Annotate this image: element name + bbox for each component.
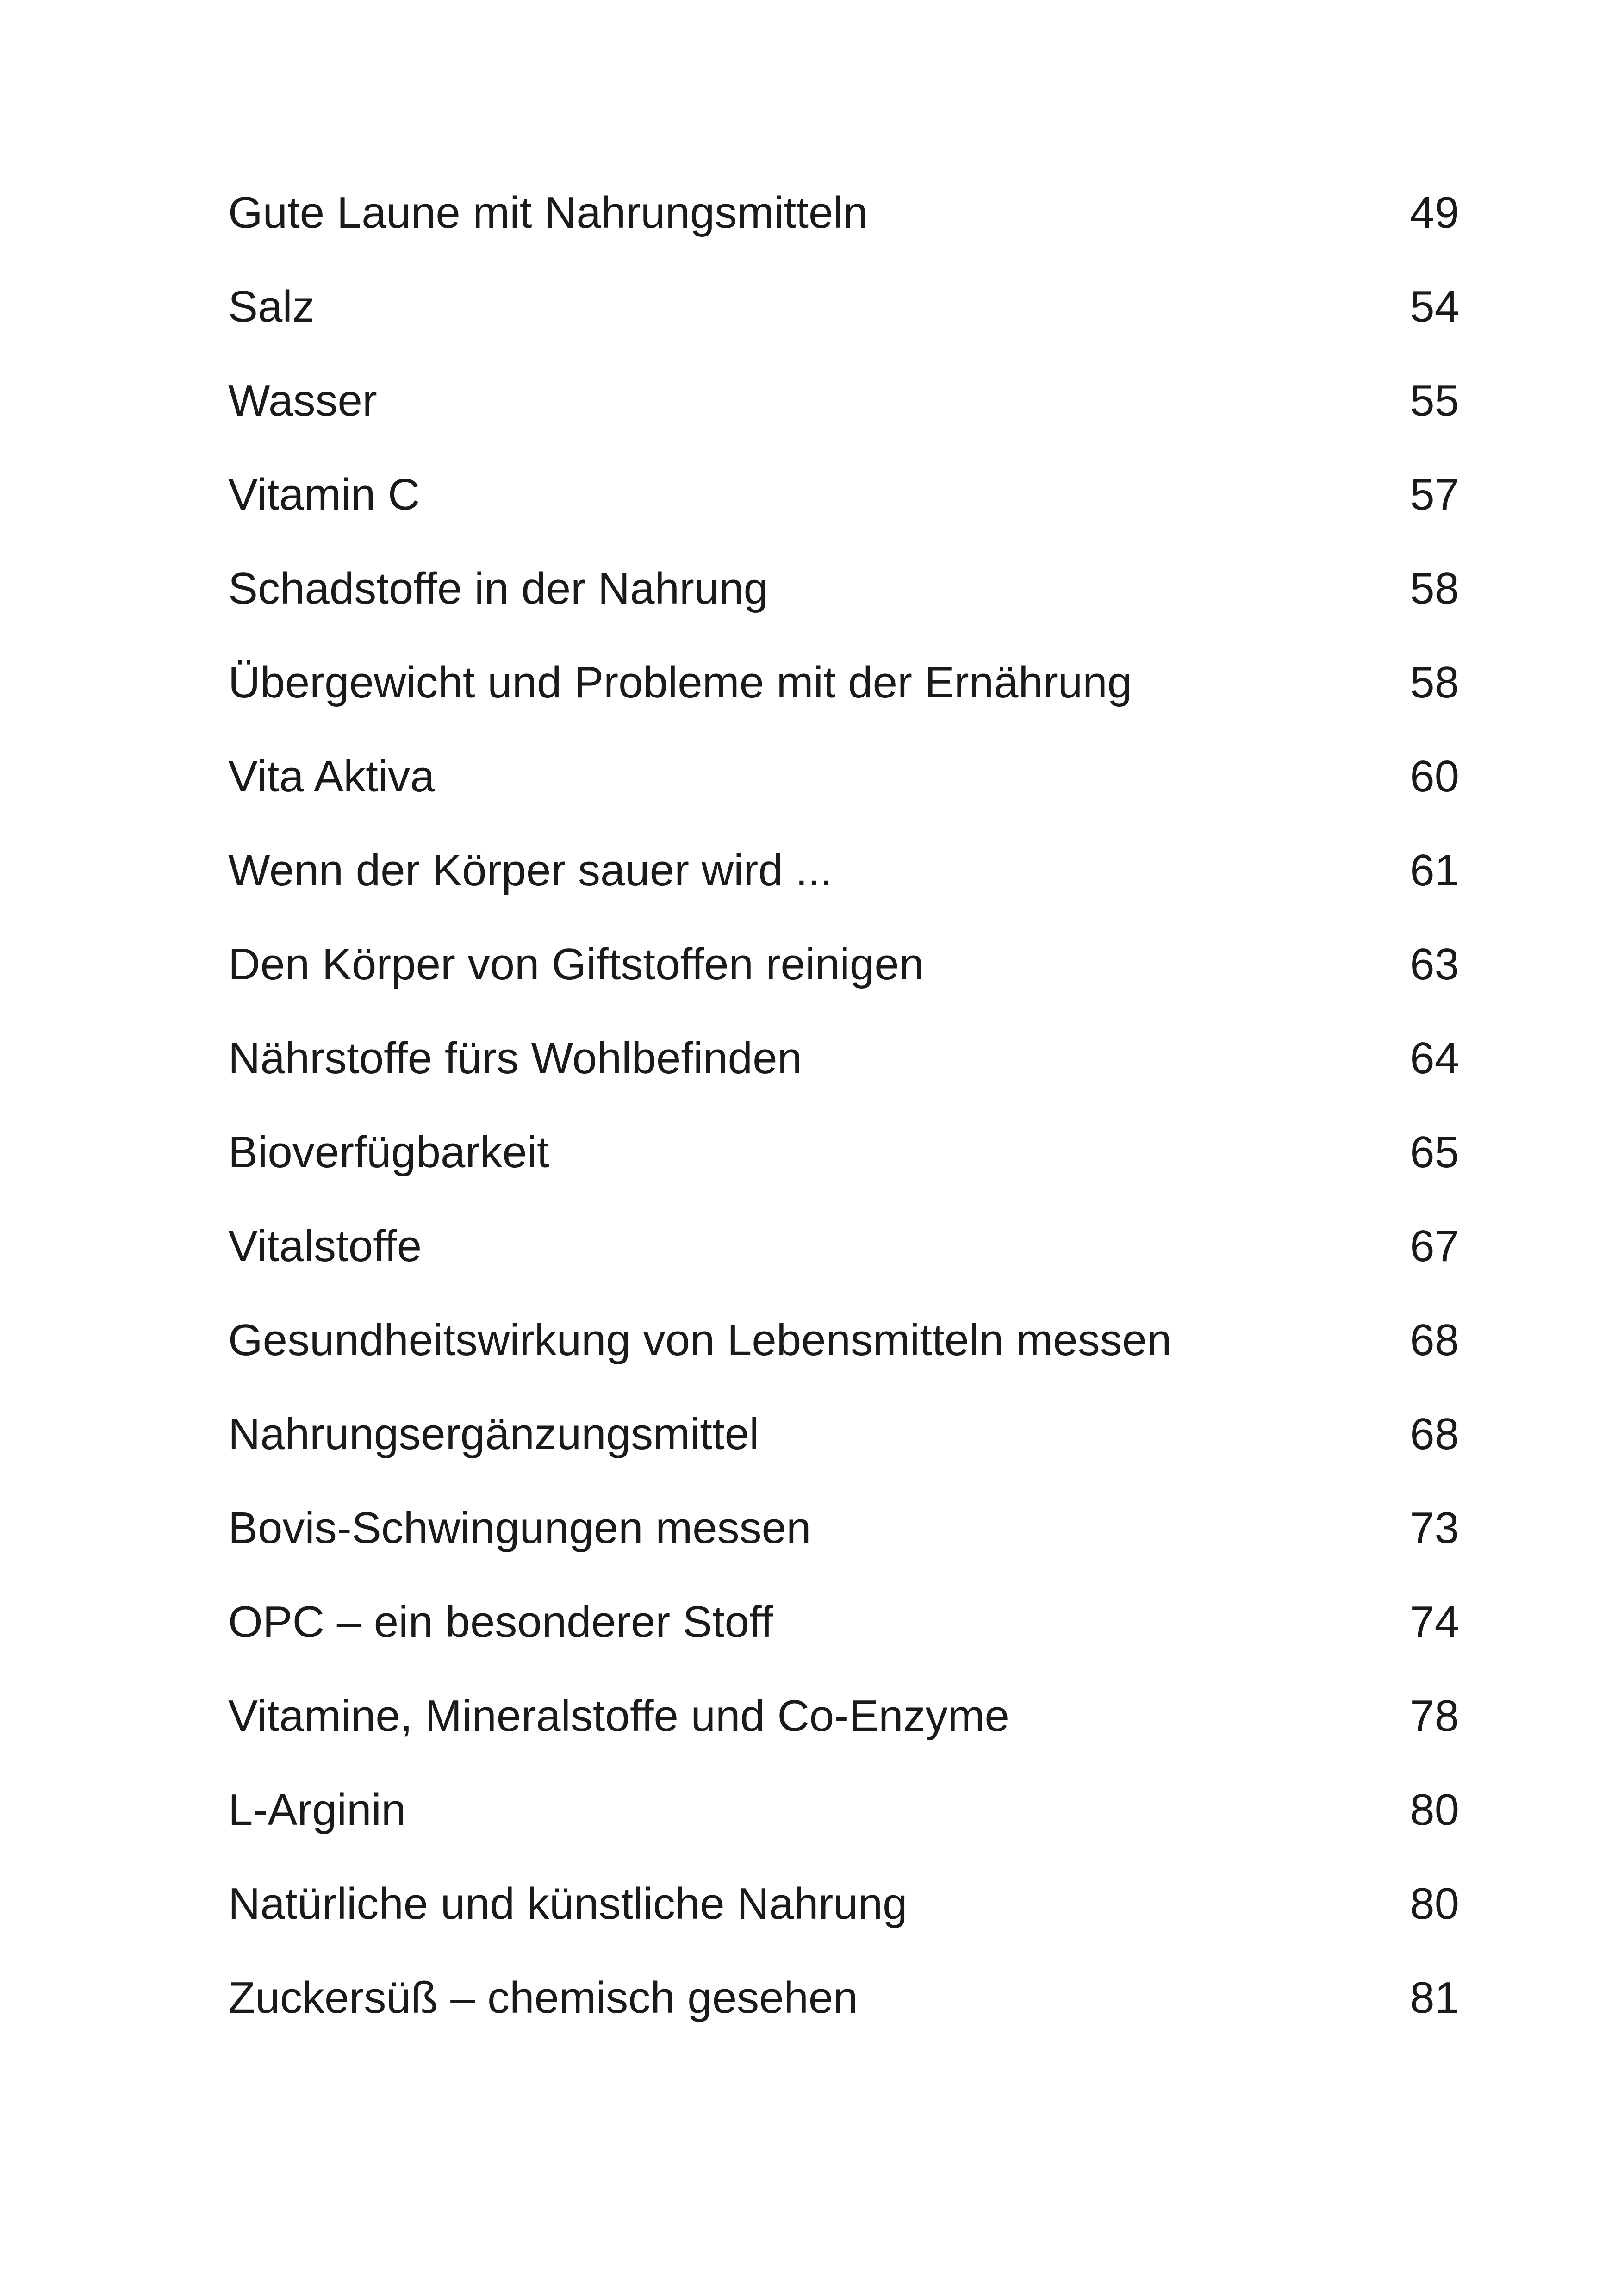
toc-entry xyxy=(228,1972,1459,2066)
toc-entry-page: 58 xyxy=(1410,564,1459,613)
toc-entry-title: Bioverfügbarkeit xyxy=(228,1127,549,1177)
toc-entry-title: Wasser xyxy=(228,376,377,425)
toc-entry-title: Wenn der Körper sauer wird ... xyxy=(228,846,833,895)
toc-entry-title: Gesundheitswirkung von Lebensmitteln messen xyxy=(228,1315,1172,1365)
toc-entry xyxy=(228,281,1459,375)
toc-entry xyxy=(228,375,1459,469)
toc-entry xyxy=(228,187,1459,281)
table-of-contents xyxy=(228,187,1459,2066)
toc-entry-title: Vita Aktiva xyxy=(228,752,435,801)
toc-entry-page: 58 xyxy=(1410,658,1459,707)
toc-entry xyxy=(228,657,1459,751)
toc-entry-title: Zuckersüß – chemisch gesehen xyxy=(228,1973,858,2022)
toc-entry-title: Vitamine, Mineralstoffe und Co-Enzyme xyxy=(228,1691,1009,1741)
toc-entry-page: 57 xyxy=(1410,470,1459,519)
toc-entry xyxy=(228,1691,1459,1785)
toc-entry-page: 74 xyxy=(1410,1597,1459,1647)
toc-entry-page: 55 xyxy=(1410,376,1459,425)
toc-entry-title: Bovis-Schwingungen messen xyxy=(228,1503,811,1553)
toc-entry-title: Nahrungsergänzungsmittel xyxy=(228,1409,759,1459)
toc-entry-title: Salz xyxy=(228,282,315,331)
toc-entry-page: 80 xyxy=(1410,1785,1459,1835)
toc-entry-page: 78 xyxy=(1410,1691,1459,1741)
toc-entry-title: Nährstoffe fürs Wohlbefinden xyxy=(228,1033,802,1083)
toc-entry-title: L-Arginin xyxy=(228,1785,406,1835)
toc-entry-title: Vitalstoffe xyxy=(228,1221,422,1271)
toc-entry xyxy=(228,939,1459,1033)
toc-entry-title: Gute Laune mit Nahrungsmitteln xyxy=(228,188,868,237)
toc-entry-page: 68 xyxy=(1410,1409,1459,1459)
toc-entry xyxy=(228,1503,1459,1597)
toc-entry xyxy=(228,1785,1459,1879)
toc-entry-page: 67 xyxy=(1410,1221,1459,1271)
toc-entry-page: 49 xyxy=(1410,188,1459,237)
toc-entry-title: Übergewicht und Probleme mit der Ernährung xyxy=(228,658,1132,707)
toc-entry xyxy=(228,1033,1459,1127)
toc-entry xyxy=(228,845,1459,939)
toc-entry-page: 63 xyxy=(1410,940,1459,989)
toc-entry xyxy=(228,1409,1459,1503)
toc-entry xyxy=(228,1127,1459,1221)
toc-entry-page: 64 xyxy=(1410,1033,1459,1083)
toc-entry-page: 68 xyxy=(1410,1315,1459,1365)
toc-entry xyxy=(228,1315,1459,1409)
toc-entry-title: Den Körper von Giftstoffen reinigen xyxy=(228,940,924,989)
toc-entry-page: 60 xyxy=(1410,752,1459,801)
toc-entry-title: Natürliche und künstliche Nahrung xyxy=(228,1879,908,1929)
toc-entry-page: 54 xyxy=(1410,282,1459,331)
toc-entry xyxy=(228,563,1459,657)
toc-entry-page: 81 xyxy=(1410,1973,1459,2022)
toc-entry-page: 73 xyxy=(1410,1503,1459,1553)
toc-entry xyxy=(228,751,1459,845)
toc-entry xyxy=(228,469,1459,563)
toc-entry-title: OPC – ein besonderer Stoff xyxy=(228,1597,773,1647)
toc-entry-title: Schadstoffe in der Nahrung xyxy=(228,564,768,613)
toc-entry xyxy=(228,1597,1459,1691)
toc-entry-page: 61 xyxy=(1410,846,1459,895)
toc-entry xyxy=(228,1879,1459,1972)
toc-entry-page: 80 xyxy=(1410,1879,1459,1929)
toc-entry-page: 65 xyxy=(1410,1127,1459,1177)
toc-entry xyxy=(228,1221,1459,1315)
toc-entry-title: Vitamin C xyxy=(228,470,420,519)
